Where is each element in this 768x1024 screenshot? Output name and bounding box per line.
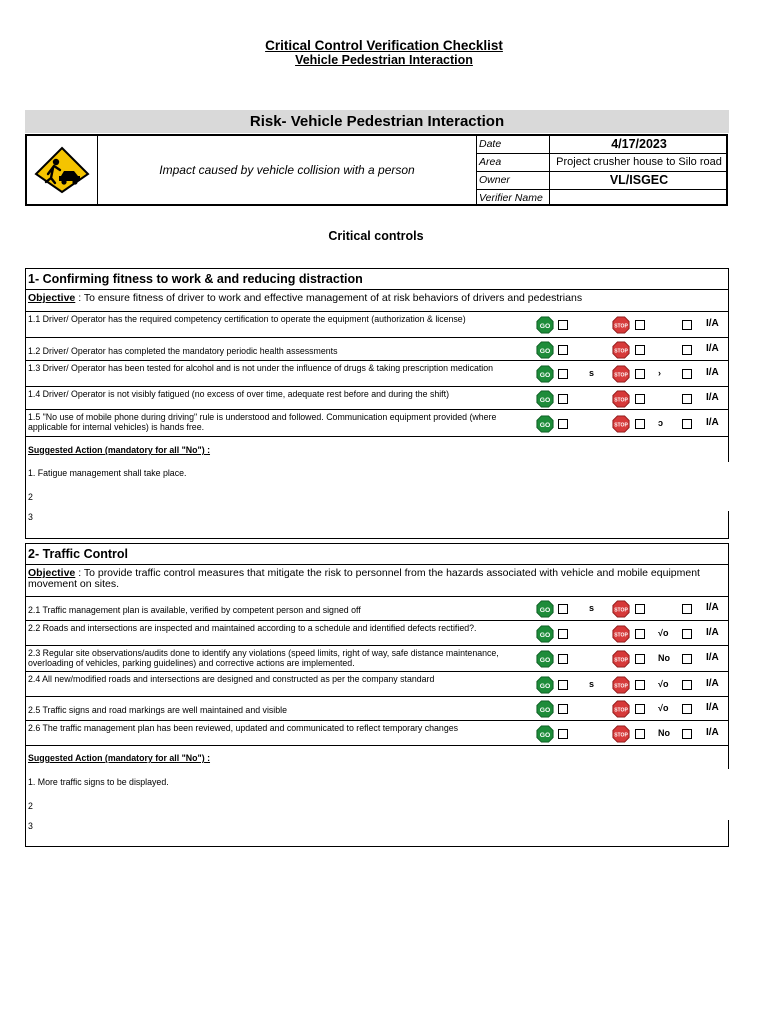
- na-checkbox[interactable]: [682, 729, 692, 739]
- stop-icon: [612, 725, 630, 743]
- go-icon: [536, 341, 554, 359]
- control-row: [26, 721, 728, 746]
- stop-sign-text: STOP: [614, 323, 628, 330]
- no-label: √o: [658, 679, 669, 689]
- na-label: I/A: [706, 602, 719, 613]
- date-value[interactable]: 4/17/2023: [611, 137, 667, 151]
- na-label: I/A: [706, 727, 719, 738]
- no-checkbox[interactable]: [635, 654, 645, 664]
- control-text: 2.1 Traffic management plan is available, verified by competent person and signed off: [28, 605, 361, 615]
- go-sign-text: GO: [539, 322, 551, 330]
- vehicle-pedestrian-warning-icon: [34, 146, 90, 194]
- critical-controls-heading: Critical controls: [328, 229, 424, 243]
- stop-icon: [612, 625, 630, 643]
- meta-row-owner: [477, 172, 728, 190]
- yes-checkbox[interactable]: [558, 345, 568, 355]
- stop-icon: [612, 316, 630, 334]
- yes-label: s: [589, 679, 595, 689]
- no-checkbox[interactable]: [635, 729, 645, 739]
- stop-icon: [612, 700, 630, 718]
- yes-checkbox[interactable]: [558, 419, 568, 429]
- na-checkbox[interactable]: [682, 345, 692, 355]
- objective-text: : To ensure fitness of driver to work and effective management of at risk behaviors of drivers and pedestrians: [75, 292, 583, 304]
- suggested-action-label: Suggested Action (mandatory for all "No") :: [28, 753, 211, 763]
- hazard-icon-cell: [27, 136, 98, 204]
- suggested-action-item[interactable]: 1. Fatigue management shall take place.: [28, 468, 187, 478]
- hazard-description: Impact caused by vehicle collision with a person: [98, 136, 477, 204]
- na-checkbox[interactable]: [682, 394, 692, 404]
- na-label: I/A: [706, 343, 719, 354]
- section-objective: [26, 565, 728, 597]
- stop-icon: [612, 600, 630, 618]
- control-text: 1.4 Driver/ Operator is not visibly fatigued (no excess of over time, adequate rest before and during the shift): [28, 389, 450, 399]
- na-label: I/A: [706, 367, 719, 378]
- go-icon: [536, 625, 554, 643]
- no-checkbox[interactable]: [635, 629, 645, 639]
- go-icon: [536, 650, 554, 668]
- na-checkbox[interactable]: [682, 419, 692, 429]
- control-row: [26, 312, 728, 338]
- control-row: [26, 338, 728, 361]
- control-section-1: [25, 268, 729, 539]
- control-text: 1.5 "No use of mobile phone during driving" rule is understood and followed. Communication equipment provided (where applicable for internal vehicles) is hands free.: [28, 412, 497, 432]
- suggested-action-label: Suggested Action (mandatory for all "No") :: [28, 445, 211, 455]
- meta-row-area: [477, 154, 728, 172]
- no-checkbox[interactable]: [635, 345, 645, 355]
- objective-text: : To provide traffic control measures that mitigate the risk to personnel from the hazards associated with vehicle and mobile equipment movement on sites.: [28, 567, 700, 590]
- stop-sign-text: STOP: [614, 657, 628, 664]
- go-icon: [536, 600, 554, 618]
- yes-checkbox[interactable]: [558, 680, 568, 690]
- no-label: ›: [658, 368, 661, 378]
- stop-icon: [612, 415, 630, 433]
- control-row: [26, 697, 728, 721]
- control-text: 2.6 The traffic management plan has been reviewed, updated and communicated to reflect temporary changes: [28, 723, 459, 733]
- na-label: I/A: [706, 318, 719, 329]
- control-row: [26, 410, 728, 437]
- go-sign-text: GO: [539, 371, 551, 379]
- na-label: I/A: [706, 702, 719, 713]
- page-subtitle: Vehicle Pedestrian Interaction: [295, 53, 473, 67]
- no-label: No: [658, 728, 670, 738]
- no-checkbox[interactable]: [635, 369, 645, 379]
- meta-row-verifier: [477, 190, 728, 206]
- control-text: 1.1 Driver/ Operator has the required competency certification to operate the equipment (authorization & license): [28, 314, 466, 324]
- no-checkbox[interactable]: [635, 604, 645, 614]
- stop-sign-text: STOP: [614, 732, 628, 739]
- stop-sign-text: STOP: [614, 707, 628, 714]
- stop-sign-text: STOP: [614, 422, 628, 429]
- suggested-action-item[interactable]: 3: [28, 821, 33, 831]
- date-label: Date: [477, 136, 550, 153]
- na-label: I/A: [706, 417, 719, 428]
- page-title: Critical Control Verification Checklist: [265, 38, 503, 53]
- go-sign-text: GO: [539, 706, 551, 714]
- section-objective: [26, 290, 728, 312]
- go-sign-text: GO: [539, 421, 551, 429]
- yes-checkbox[interactable]: [558, 320, 568, 330]
- no-checkbox[interactable]: [635, 680, 645, 690]
- go-sign-text: GO: [539, 682, 551, 690]
- no-label: ɔ: [658, 418, 664, 428]
- stop-icon: [612, 676, 630, 694]
- suggested-action-item[interactable]: 2: [28, 492, 33, 502]
- stop-icon: [612, 365, 630, 383]
- na-checkbox[interactable]: [682, 680, 692, 690]
- control-text: 2.4 All new/modified roads and intersections are designed and constructed as per the company standard: [28, 674, 435, 684]
- stop-icon: [612, 341, 630, 359]
- go-sign-text: GO: [539, 731, 551, 739]
- control-row: [26, 672, 728, 697]
- suggested-action-item[interactable]: 1. More traffic signs to be displayed.: [28, 777, 169, 787]
- yes-checkbox[interactable]: [558, 704, 568, 714]
- stop-sign-text: STOP: [614, 632, 628, 639]
- no-label: No: [658, 653, 670, 663]
- control-row: [26, 646, 728, 672]
- go-icon: [536, 725, 554, 743]
- area-value[interactable]: Project crusher house to Silo road: [556, 156, 722, 168]
- na-checkbox[interactable]: [682, 654, 692, 664]
- suggested-action-item[interactable]: 2: [28, 801, 33, 811]
- go-icon: [536, 316, 554, 334]
- stop-sign-text: STOP: [614, 397, 628, 404]
- control-text: 2.3 Regular site observations/audits done to identify any violations (speed limits, right of way, safe distance maintenance, overloading of vehicles, parking guidelines) and corrective actions are implemented.: [28, 648, 499, 668]
- control-row: [26, 387, 728, 410]
- control-text: 2.5 Traffic signs and road markings are well maintained and visible: [28, 705, 287, 715]
- border-gap: [726, 769, 729, 820]
- stop-sign-text: STOP: [614, 683, 628, 690]
- yes-label: s: [589, 603, 595, 613]
- no-checkbox[interactable]: [635, 320, 645, 330]
- go-sign-text: GO: [539, 606, 551, 614]
- yes-checkbox[interactable]: [558, 729, 568, 739]
- na-label: I/A: [706, 392, 719, 403]
- na-checkbox[interactable]: [682, 604, 692, 614]
- section-title: 1- Confirming fitness to work & and reducing distraction: [26, 269, 728, 290]
- meta-row-date: [477, 136, 728, 154]
- suggested-action-item[interactable]: 3: [28, 512, 33, 522]
- border-gap: [726, 462, 729, 511]
- go-sign-text: GO: [539, 631, 551, 639]
- stop-icon: [612, 390, 630, 408]
- na-label: I/A: [706, 678, 719, 689]
- control-section-2: [25, 543, 729, 847]
- yes-checkbox[interactable]: [558, 394, 568, 404]
- go-icon: [536, 390, 554, 408]
- stop-sign-text: STOP: [614, 372, 628, 379]
- stop-icon: [612, 650, 630, 668]
- owner-value[interactable]: VL/ISGEC: [609, 173, 669, 187]
- no-checkbox[interactable]: [635, 704, 645, 714]
- risk-title-bar: Risk- Vehicle Pedestrian Interaction: [25, 110, 729, 133]
- na-checkbox[interactable]: [682, 369, 692, 379]
- stop-sign-text: STOP: [614, 348, 628, 355]
- stop-sign-text: STOP: [614, 607, 628, 614]
- go-icon: [536, 415, 554, 433]
- section-title: 2- Traffic Control: [26, 544, 728, 565]
- risk-header-table: [25, 134, 728, 206]
- objective-label: Objective: [28, 567, 76, 579]
- yes-checkbox[interactable]: [558, 654, 568, 664]
- no-label: √o: [658, 628, 669, 638]
- na-label: I/A: [706, 652, 719, 663]
- yes-checkbox[interactable]: [558, 629, 568, 639]
- yes-checkbox[interactable]: [558, 369, 568, 379]
- yes-label: s: [589, 368, 595, 378]
- control-text: 2.2 Roads and intersections are inspected and maintained according to a schedule and identified defects rectified?.: [28, 623, 477, 633]
- control-row: [26, 621, 728, 646]
- yes-checkbox[interactable]: [558, 604, 568, 614]
- na-label: I/A: [706, 627, 719, 638]
- na-checkbox[interactable]: [682, 629, 692, 639]
- control-text: 1.2 Driver/ Operator has completed the mandatory periodic health assessments: [28, 346, 338, 356]
- control-row: [26, 361, 728, 387]
- area-label: Area: [477, 154, 550, 171]
- na-checkbox[interactable]: [682, 704, 692, 714]
- verifier-label: Verifier Name: [477, 190, 550, 206]
- owner-label: Owner: [477, 172, 550, 189]
- no-checkbox[interactable]: [635, 419, 645, 429]
- no-checkbox[interactable]: [635, 394, 645, 404]
- na-checkbox[interactable]: [682, 320, 692, 330]
- go-icon: [536, 365, 554, 383]
- no-label: √o: [658, 703, 669, 713]
- go-sign-text: GO: [539, 656, 551, 664]
- control-row: [26, 597, 728, 621]
- go-sign-text: GO: [539, 347, 551, 355]
- go-icon: [536, 676, 554, 694]
- go-icon: [536, 700, 554, 718]
- verifier-value[interactable]: [550, 190, 728, 206]
- go-sign-text: GO: [539, 396, 551, 404]
- control-text: 1.3 Driver/ Operator has been tested for alcohol and is not under the influence of drugs & taking prescription medication: [28, 363, 494, 373]
- objective-label: Objective: [28, 292, 76, 304]
